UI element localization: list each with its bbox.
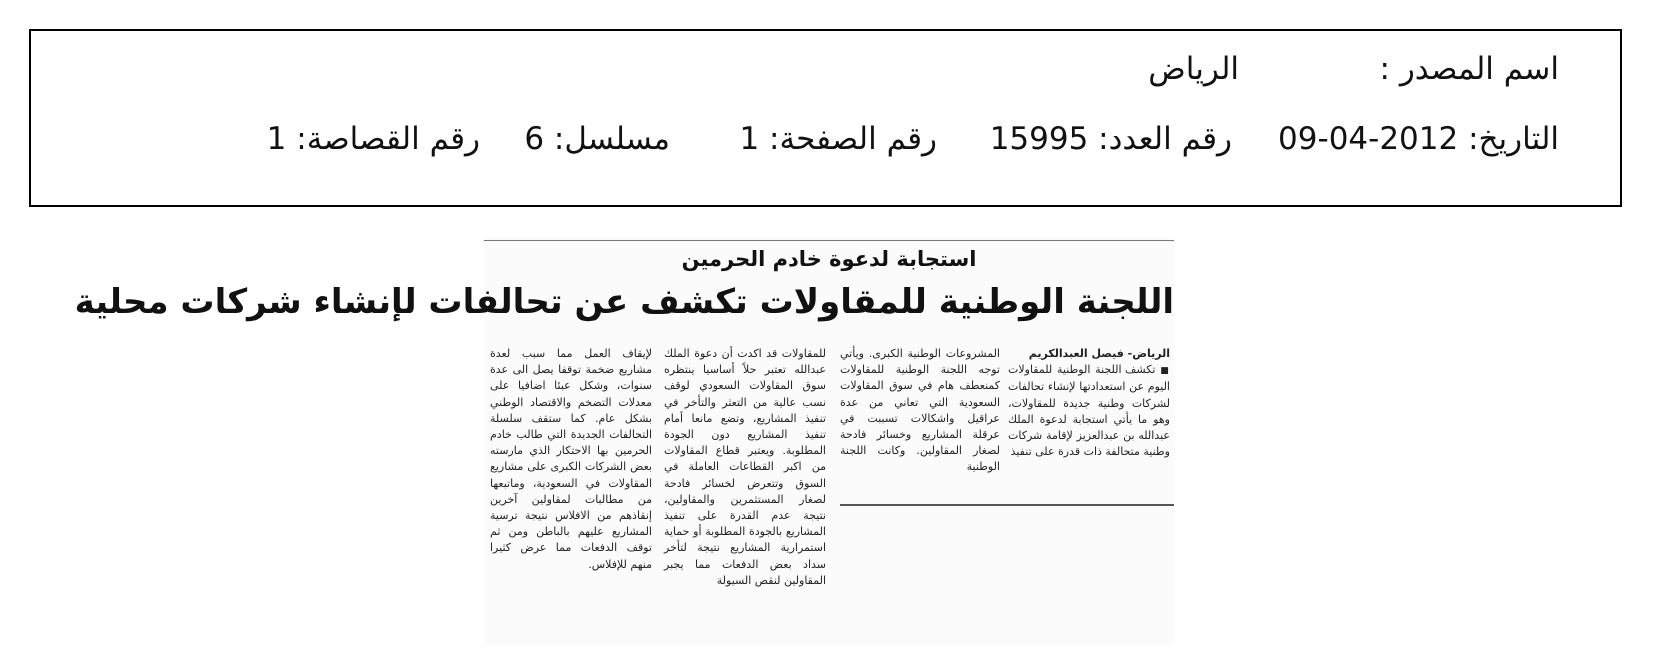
- article-headline: اللجنة الوطنية للمقاولات تكشف عن تحالفات لإنشاء شركات محلية: [74, 282, 1174, 322]
- article-column-4: [490, 346, 652, 646]
- newspaper-clipping: [74, 238, 1174, 646]
- article-column-1: [1008, 346, 1170, 506]
- top-rule: [484, 240, 1174, 241]
- serial-field: مسلسل: 6: [524, 121, 670, 157]
- article-column-3-text: للمقاولات قد اكدت أن دعوة الملك عبدالله تعتبر حلاً أساسيا ينتظره سوق المقاولات السعودي لوقف نسب عالية من التعثر والتأخر في تنفيذ المشاريع، وتضع مانعا أمام تنفيذ المشاريع دون الجودة المطلوبة. ويعتبر قطاع المقاولات من اكبر القطاعات العاملة في السوق وتتعرض لخسائر فادحة لصغار المستثمرين والمقاولين، نتيجة عدم القدرة على تنفيذ المشاريع بالجودة المطلوبة أو حماية استمرارية المشاريع نتيجة لتأخر سداد بعض الدفعات مما يجبر المقاولين لنقص السيولة: [664, 347, 826, 587]
- article-column-2-text: المشروعات الوطنية الكبرى. ويأتي توجه اللجنة الوطنية للمقاولات كمنعطف هام في سوق المقاولات السعودية التي تعاني من عدة عراقيل واشكالات تسببت في عرقلة المشاريع وخسائر فادحة لصغار المقاولين. وكانت اللجنة الوطنية: [840, 347, 1000, 474]
- article-kicker: استجابة لدعوة خادم الحرمين: [681, 247, 977, 271]
- article-column-3: [664, 346, 826, 646]
- page-number-field: رقم الصفحة: 1: [739, 121, 937, 157]
- article-column-2: [840, 346, 1000, 504]
- source-label: اسم المصدر :: [1379, 51, 1559, 87]
- article-byline: الرياض- فيصل العبدالكريم: [1028, 347, 1170, 360]
- bullet-icon: ■: [1160, 366, 1170, 377]
- source-value: الرياض: [1148, 51, 1239, 87]
- article-column-4-text: لإيقاف العمل مما سبب لعدة مشاريع ضخمة توقفا يصل الى عدة سنوات، وشكل عبئا اضافيا على معدلات التضخم والاقتصاد الوطني بشكل عام. كما ستقف سلسلة التحالفات الجديدة التي طالب خادم الحرمين بها الاحتكار الذي مارسته بعض الشركات الكبرى على مشاريع المقاولات في السعودية، وماتبعها من مطالبات لمقاولين آخرين إنقاذهم من الافلاس نتيجة ترسية المشاريع عليهم بالباطن ومن ثم توقف الدفعات مما عرض كثيرا منهم للإفلاس.: [490, 347, 652, 571]
- issue-number-field: رقم العدد: 15995: [989, 121, 1232, 157]
- clipping-info-box: [29, 29, 1622, 207]
- article-column-1-text: ■ تكشف اللجنة الوطنية للمقاولات اليوم عن استعدادتها لإنشاء تحالفات لشركات وطنية جديدة للمقاولات، وهو ما يأتي استجابة لدعوة الملك عبدالله بن عبدالعزيز لإقامة شركات وطنية متحالفة ذات قدرة على تنفيذ: [1008, 363, 1170, 459]
- date-field: التاريخ: 2012-04-09: [1278, 121, 1559, 157]
- clip-number-field: رقم القصاصة: 1: [266, 121, 480, 157]
- column-divider-rule: [840, 504, 1174, 506]
